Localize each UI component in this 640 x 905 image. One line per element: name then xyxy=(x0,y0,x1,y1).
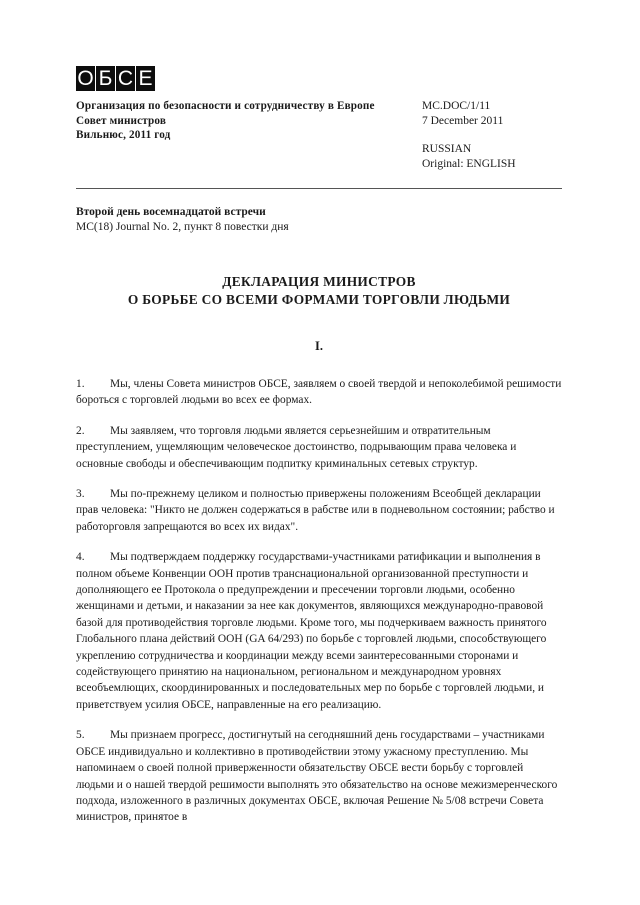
header-divider xyxy=(76,188,562,189)
masthead xyxy=(76,0,562,189)
paragraph-2-number: 2. xyxy=(76,424,85,437)
paragraph-1 xyxy=(76,376,562,409)
osce-logo-letter-1: О xyxy=(77,67,94,90)
paragraph-3 xyxy=(76,486,562,535)
paragraph-3-number: 3. xyxy=(76,488,85,500)
paragraph-4-number: 4. xyxy=(76,551,85,564)
document-symbol: MC.DOC/1/11 xyxy=(422,100,491,112)
paragraph-4 xyxy=(76,549,562,713)
page-title xyxy=(76,273,562,309)
reference-spacer xyxy=(422,128,562,142)
session-day: Второй день восемнадцатой встречи xyxy=(76,206,266,219)
document-language: RUSSIAN xyxy=(422,143,472,156)
document-original-language: Original: ENGLISH xyxy=(422,157,516,170)
page-content xyxy=(76,0,562,840)
paragraph-5 xyxy=(76,727,562,825)
paragraph-2-text: Мы заявляем, что торговля людьми является серьезнейшим и отвратительным преступлением, ущемляющим человеческое достоинство, подрывающим права человека и основные свободы и обеспечивающим подпитку криминальных сетевых структур. xyxy=(76,424,517,470)
osce-logo xyxy=(76,66,155,91)
organization-name: Организация по безопасности и сотрудничеству в Европе xyxy=(76,100,375,112)
page-title-line-2: О БОРЬБЕ СО ВСЕМИ ФОРМАМИ ТОРГОВЛИ ЛЮДЬМИ xyxy=(127,291,511,307)
paragraph-3-text: Мы по-прежнему целиком и полностью привержены положениям Всеобщей декларации прав человека: "Никто не должен содержаться в рабстве или в подневольном состоянии; рабство и работорговля запрещаются во всех их видах". xyxy=(76,488,555,533)
document-date: 7 December 2011 xyxy=(422,114,504,127)
section-numeral: I. xyxy=(315,338,323,353)
paragraph-4-text: Мы подтверждаем поддержку государствами-участниками ратификации и выполнения в полном объеме Конвенции ООН против транснациональной организованной преступности и дополняющего ее Протокола о предупреждении и пресечении торговли людьми, особенно женщинами и детьми, и наказании за нее как документов, являющихся международно-правовой базой для противодействия торговле людьми. Кроме того, мы подчеркиваем важность принятого Глобального плана действий ООН (GA 64/293) по борьбе с торговлей людьми, способствующего укреплению сотрудничества и координации между всеми заинтересованными сторонами и содействующего принятию на национальном, региональном и международном уровнях всеобъемлющих, скоординированных и последовательных мер по борьбе с торговлей людьми, и приветствуем усилия ОБСЕ, направленные на его реализацию. xyxy=(76,551,547,711)
document-reference-block xyxy=(422,99,562,171)
session-info xyxy=(76,205,562,235)
paragraph-5-number: 5. xyxy=(76,729,85,742)
osce-logo-letter-2: Б xyxy=(96,66,115,91)
masthead-columns xyxy=(76,99,562,171)
page-title-line-1: ДЕКЛАРАЦИЯ МИНИСТРОВ xyxy=(222,273,416,289)
paragraph-1-text: Мы, члены Совета министров ОБСЕ, заявляем о своей твердой и непоколебимой решимости бороться с торговлей людьми во всех ее формах. xyxy=(76,377,562,407)
document-body xyxy=(76,376,562,826)
paragraph-5-text: Мы признаем прогресс, достигнутый на сегодняшний день государствами – участниками ОБСЕ индивидуально и коллективно в противодействии этому ужасному преступлению. Мы напоминаем о своей полной приверженности обязательству ОБСЕ вести борьбу с торговлей людьми и о нашей твердой решимости выполнять это обязательство на основе межизмеренческого подхода, изложенного в различных документах ОБСЕ, включая Решение № 5/08 встречи Совета министров, принятое в xyxy=(76,729,558,824)
osce-logo-letter-3: С xyxy=(117,67,134,90)
organization-block xyxy=(76,99,375,143)
paragraph-2 xyxy=(76,423,562,472)
organization-body: Совет министров xyxy=(76,114,167,127)
osce-logo-letter-4: Е xyxy=(136,66,155,91)
organization-location: Вильнюс, 2011 год xyxy=(76,129,171,142)
session-journal: MC(18) Journal No. 2, пункт 8 повестки дня xyxy=(76,221,289,234)
paragraph-1-number: 1. xyxy=(76,377,85,390)
